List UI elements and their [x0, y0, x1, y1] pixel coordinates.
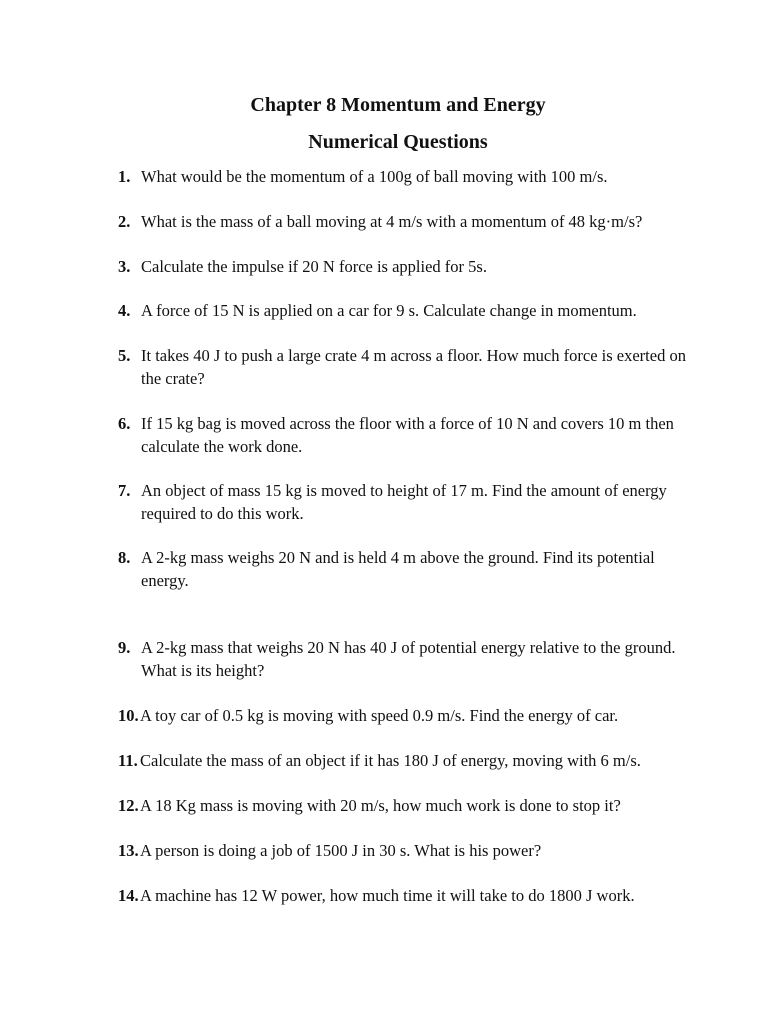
- question-text: Calculate the impulse if 20 N force is applied for 5s.: [141, 257, 487, 276]
- question-number: 11.: [118, 751, 138, 770]
- question-text: A force of 15 N is applied on a car for 9 s. Calculate change in momentum.: [141, 301, 637, 320]
- question-number: 3.: [118, 257, 131, 276]
- page-subtitle: Numerical Questions: [308, 131, 488, 153]
- question-number: 14.: [118, 886, 139, 905]
- question-text: A person is doing a job of 1500 J in 30 s. What is his power?: [140, 841, 542, 860]
- question-number: 2.: [118, 212, 131, 231]
- question-text: A toy car of 0.5 kg is moving with speed 0.9 m/s. Find the energy of car.: [140, 706, 619, 725]
- question-text: What would be the momentum of a 100g of ball moving with 100 m/s.: [141, 167, 608, 186]
- question-number: 10.: [118, 706, 139, 725]
- question-item: [118, 636, 688, 682]
- question-number: 6.: [118, 414, 131, 433]
- question-number: 1.: [118, 167, 131, 186]
- question-text: A 2-kg mass weighs 20 N and is held 4 m above the ground. Find its potential energy.: [141, 548, 655, 590]
- question-text: Calculate the mass of an object if it has 180 J of energy, moving with 6 m/s.: [140, 751, 641, 770]
- question-text: It takes 40 J to push a large crate 4 m across a floor. How much force is exerted on the crate?: [141, 346, 686, 388]
- question-number: 12.: [118, 796, 139, 815]
- question-number: 13.: [118, 841, 139, 860]
- question-text: A 18 Kg mass is moving with 20 m/s, how much work is done to stop it?: [140, 796, 621, 815]
- question-number: 4.: [118, 301, 131, 320]
- question-text: A 2-kg mass that weighs 20 N has 40 J of potential energy relative to the ground. What is its height?: [141, 638, 676, 680]
- question-item: [118, 884, 688, 907]
- question-item: [118, 255, 688, 278]
- question-item: [118, 546, 688, 592]
- question-item: [118, 210, 688, 233]
- question-item: [118, 704, 688, 727]
- question-item: [118, 749, 688, 772]
- question-number: 9.: [118, 638, 131, 657]
- question-number: 7.: [118, 481, 131, 500]
- page-title: Chapter 8 Momentum and Energy: [250, 94, 546, 116]
- question-number: 8.: [118, 548, 131, 567]
- question-item: [118, 412, 688, 458]
- question-text: What is the mass of a ball moving at 4 m/s with a momentum of 48 kg·m/s?: [141, 212, 643, 231]
- question-item: [118, 479, 688, 525]
- question-text: An object of mass 15 kg is moved to height of 17 m. Find the amount of energy required to do this work.: [141, 481, 667, 523]
- question-item: [118, 299, 688, 322]
- question-text: A machine has 12 W power, how much time it will take to do 1800 J work.: [140, 886, 635, 905]
- question-item: [118, 165, 688, 188]
- question-number: 5.: [118, 346, 131, 365]
- question-item: [118, 839, 688, 862]
- question-text: If 15 kg bag is moved across the floor with a force of 10 N and covers 10 m then calculate the work done.: [141, 414, 674, 456]
- question-item: [118, 344, 688, 390]
- question-item: [118, 794, 688, 817]
